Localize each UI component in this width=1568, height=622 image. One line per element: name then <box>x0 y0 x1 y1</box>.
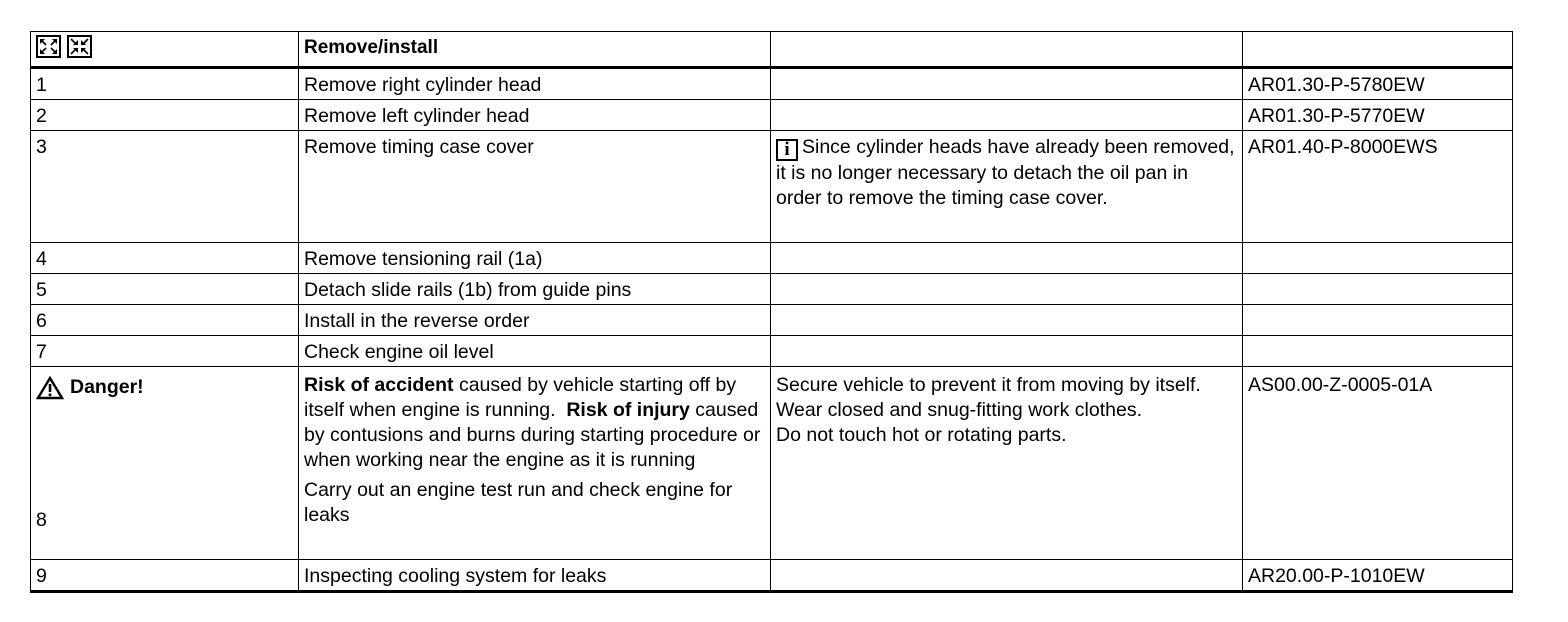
danger-reference[interactable]: AS00.00-Z-0005-01A <box>1243 367 1513 560</box>
measure-item: Wear closed and snug-fitting work clothes. <box>776 399 1142 421</box>
step-note <box>771 100 1243 131</box>
header-title: Remove/install <box>299 32 771 68</box>
step-reference <box>1243 274 1513 305</box>
step-action: Remove left cylinder head <box>299 100 771 131</box>
table-row <box>31 243 1513 274</box>
step-note <box>771 560 1243 592</box>
collapse-arrows-icon[interactable] <box>67 35 92 58</box>
danger-cell <box>31 367 299 560</box>
step-number: 1 <box>31 68 299 100</box>
danger-measures <box>771 367 1243 560</box>
table-row <box>31 336 1513 367</box>
step-number: 6 <box>31 305 299 336</box>
step-number: 5 <box>31 274 299 305</box>
step-reference <box>1243 336 1513 367</box>
step-action: Inspecting cooling system for leaks <box>299 560 771 592</box>
header-empty-cell <box>771 32 1243 68</box>
measure-item: Secure vehicle to prevent it from moving by itself. <box>776 374 1201 396</box>
step-reference <box>1243 305 1513 336</box>
danger-label <box>36 375 293 400</box>
step-number: 4 <box>31 243 299 274</box>
risk-injury-text: caused by contusions and burns during starting procedure or when working near the engine as it is running <box>304 399 761 471</box>
risk-accident-label: Risk of accident <box>304 374 454 396</box>
warning-triangle-icon <box>36 376 64 400</box>
step-reference[interactable]: AR20.00-P-1010EW <box>1243 560 1513 592</box>
info-icon: i <box>776 139 798 161</box>
table-row <box>31 100 1513 131</box>
procedure-table <box>30 31 1513 593</box>
measure-item: Do not touch hot or rotating parts. <box>776 424 1067 446</box>
header-icons-cell <box>31 32 299 68</box>
step-action: Carry out an engine test run and check engine for leaks <box>304 479 733 526</box>
step-note <box>771 336 1243 367</box>
step-action: Remove right cylinder head <box>299 68 771 100</box>
table-row <box>31 560 1513 592</box>
step-reference <box>1243 243 1513 274</box>
header-empty-cell <box>1243 32 1513 68</box>
step-reference[interactable]: AR01.30-P-5770EW <box>1243 100 1513 131</box>
step-action: Remove tensioning rail (1a) <box>299 243 771 274</box>
step-number: 2 <box>31 100 299 131</box>
risk-injury-label: Risk of injury <box>566 399 690 421</box>
table-row <box>31 305 1513 336</box>
step-action: Install in the reverse order <box>299 305 771 336</box>
step-number: 7 <box>31 336 299 367</box>
step-action: Check engine oil level <box>299 336 771 367</box>
step-action: Remove timing case cover <box>299 131 771 243</box>
table-row <box>31 274 1513 305</box>
step-note <box>771 243 1243 274</box>
step-note <box>771 274 1243 305</box>
step-action: Detach slide rails (1b) from guide pins <box>299 274 771 305</box>
step-number: 3 <box>31 131 299 243</box>
risk-accident-text: caused by vehicle starting off by itself when engine is running. <box>304 374 737 421</box>
step-note <box>771 68 1243 100</box>
step-note <box>771 305 1243 336</box>
table-row <box>31 131 1513 243</box>
note-text: Since cylinder heads have already been removed, it is no longer necessary to detach the oil pan in order to remove the timing case cover. <box>776 136 1235 209</box>
danger-label-text: Danger! <box>70 376 144 398</box>
step-number: 8 <box>36 509 47 531</box>
table-header-row <box>31 32 1513 68</box>
step-reference[interactable]: AR01.30-P-5780EW <box>1243 68 1513 100</box>
step-note <box>771 131 1243 243</box>
table-row <box>31 68 1513 100</box>
step-number: 9 <box>31 560 299 592</box>
danger-risk-text <box>304 373 765 473</box>
expand-arrows-icon[interactable] <box>36 35 61 58</box>
danger-description <box>299 367 771 560</box>
danger-row <box>31 367 1513 560</box>
step-reference[interactable]: AR01.40-P-8000EWS <box>1243 131 1513 243</box>
